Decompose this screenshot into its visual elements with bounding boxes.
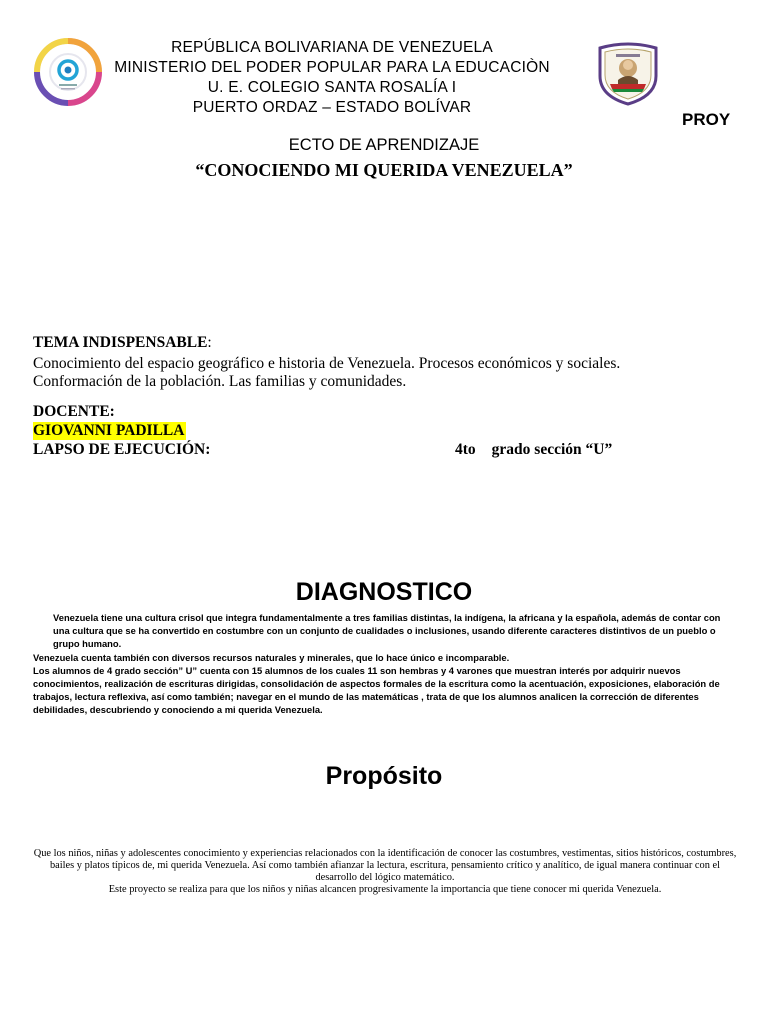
lapso-label: LAPSO DE EJECUCIÓN: [33, 441, 211, 458]
tema-label: TEMA INDISPENSABLE: [33, 334, 212, 351]
grado-number: 4to [455, 441, 476, 458]
header-republic: REPÚBLICA BOLIVARIANA DE VENEZUELA [171, 39, 493, 56]
title-prefix: PROY [682, 110, 731, 129]
header-school: U. E. COLEGIO SANTA ROSALÍA I [207, 79, 457, 96]
title-suffix: ECTO DE APRENDIZAJE [288, 136, 480, 154]
school-shield-icon [596, 42, 660, 106]
header-ministry: MINISTERIO DEL PODER POPULAR PARA LA EDUCACIÒN [114, 59, 550, 76]
proposito-title: Propósito [325, 762, 443, 790]
grado-text: grado sección “U” [491, 441, 613, 458]
diagnostico-paragraph-3: Los alumnos de 4 grado sección” U” cuenta con 15 alumnos de los cuales 11 son hembras y 4 varones que muestran interés por adquirir nuevos conocimientos, realización de escrituras dirigidas, consolidación de aspectos formales de la escritura como la acentuación, exposiciones, elaboración de trabajos, lectura reflexiva, así como también; navegar en el mundo de las matemáticas , trata de que los alumnos analicen la corrección de diferentes debilidades, descubriendo y conociendo a mi querida Venezuela. [33, 664, 720, 716]
diagnostico-paragraph-2: Venezuela cuenta también con diversos recursos naturales y minerales, que lo hace único e incomparable. [33, 651, 510, 663]
proposito-paragraph-2: Este proyecto se realiza para que los niños y niñas alcancen progresivamente la importancia que tiene conocer mi querida Venezuela. [108, 884, 662, 895]
diagnostico-body [33, 611, 737, 717]
tema-line-2: Conformación de la población. Las familias y comunidades. [33, 373, 407, 390]
grado-seccion [455, 441, 612, 459]
diagnostico-paragraph-1: Venezuela tiene una cultura crisol que integra fundamentalmente a tres familias distintas, la indígena, la africana y la española, además de contar con una cultura que se ha convertido en costumbre con un conjunto de cualidades o inclusiones, usando diferente caracteres distintivos de un pueblo o grupo humano. [53, 612, 721, 650]
project-name: “CONOCIENDO MI QUERIDA VENEZUELA” [195, 160, 573, 180]
proposito-body [33, 848, 737, 896]
tema-line-1: Conocimiento del espacio geográfico e historia de Venezuela. Procesos económicos y sociales. [33, 355, 621, 372]
diagnostico-title: DIAGNOSTICO [295, 578, 473, 606]
docente-label: DOCENTE: [33, 403, 115, 420]
header-location: PUERTO ORDAZ – ESTADO BOLÍVAR [192, 99, 472, 116]
proposito-paragraph-1: Que los niños, niñas y adolescentes conocimiento y experiencias relacionados con la identificación de conocer las costumbres, vestimentas, sitios históricos, costumbres, bailes y platos típicos de, mi querida Venezuela. Así como también afianzar la lectura, escritura, pensamiento crítico y analítico, de igual manera continuar con el desarrollo del lógico matemático. [33, 848, 737, 883]
docente-name: GIOVANNI PADILLA [33, 422, 185, 439]
